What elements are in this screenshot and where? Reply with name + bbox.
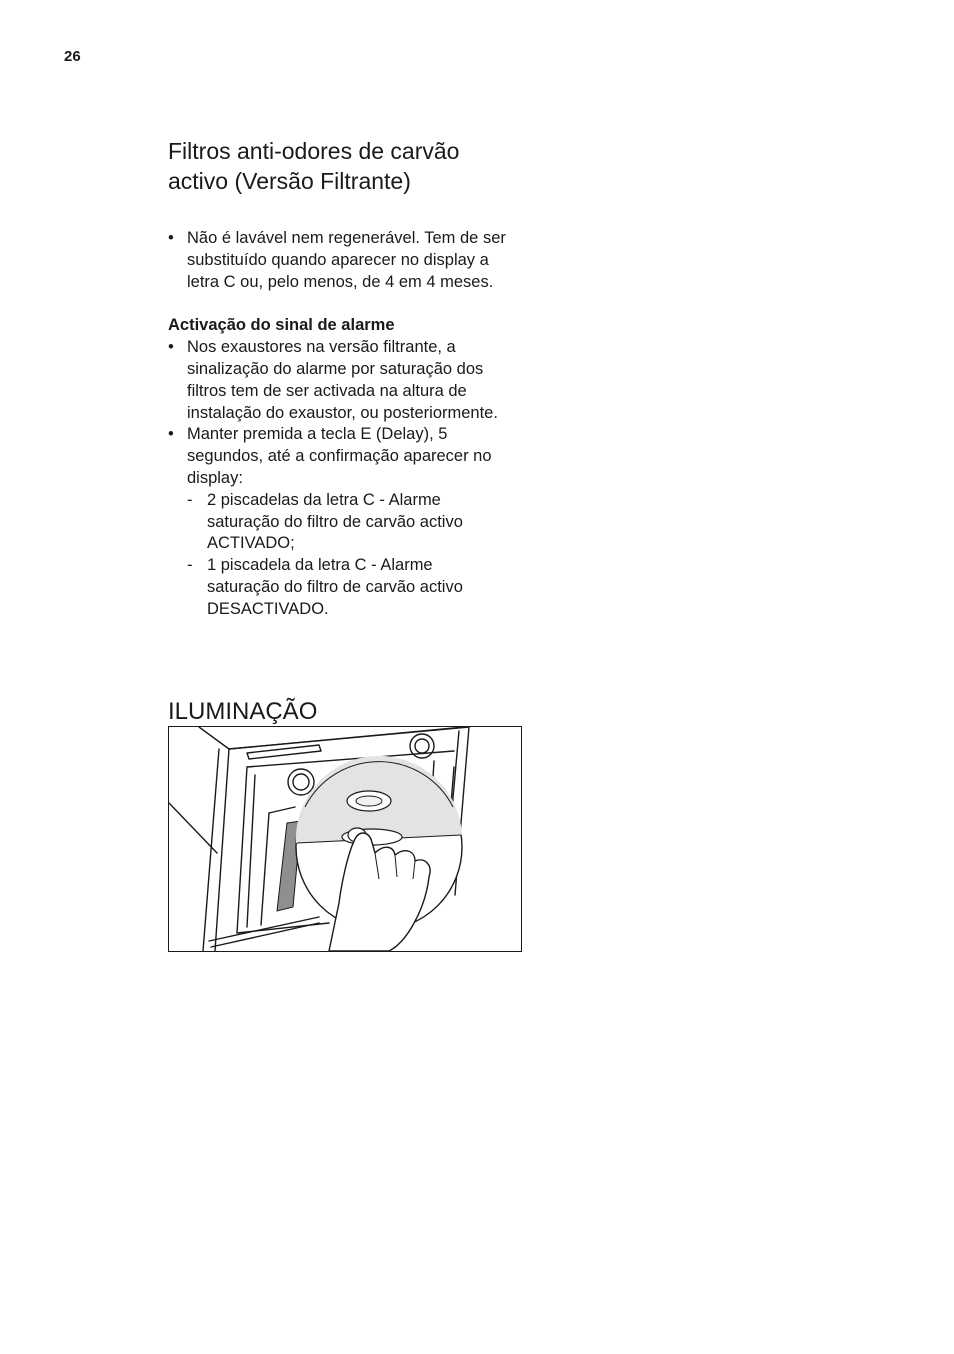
panel-left [237,767,247,933]
list-item [168,424,508,620]
alarm-heading: Activação do sinal de alarme [168,316,395,335]
sub-list-item [187,490,508,555]
filters-title-line-2: activo (Versão Filtrante) [168,168,411,194]
lamp-right-outer [410,734,434,758]
list-item [168,337,508,424]
list-item-text: Manter premida a tecla E (Delay), 5 segundos, até a confirmação aparecer no display: [187,425,492,487]
list-item-text: Não é lavável nem regenerável. Tem de ser substituído quando aparecer no display a letra C ou, pelo menos, de 4 em 4 meses. [187,229,506,291]
lighting-illustration [168,726,522,952]
bullet-marker: • [168,425,174,444]
lamp-left-inner [293,774,309,790]
main-content [168,136,508,621]
wall-line [169,803,217,853]
inner-box-left [261,813,269,925]
filters-title-line-1: Filtros anti-odores de carvão [168,138,460,164]
dash-marker: - [187,556,193,575]
hood-lamp-replacement-drawing [169,727,521,951]
filters-section-title [168,136,508,196]
frame-top-inner [229,727,469,749]
panel-left-inner [247,775,255,927]
hood-top-edge [199,727,464,749]
filters-bullet-list [168,228,508,293]
lamp-left-outer [288,769,314,795]
list-item-text: Nos exaustores na versão filtrante, a sinalização do alarme por saturação dos filtros tem de ser activada na altura de instalação do exaustor, ou posteriormente. [187,338,498,422]
bullet-marker: • [168,338,174,357]
page-number: 26 [64,48,81,65]
frame-bottom-1 [209,917,319,941]
sub-list-item-text: 1 piscadela da letra C - Alarme saturação do filtro de carvão activo DESACTIVADO. [207,556,463,618]
control-strip [247,745,321,759]
sub-list-item [187,555,508,620]
alarm-bullet-list [168,337,508,620]
inner-box-top [269,807,295,813]
lamp-right-inner [415,739,429,753]
bullet-marker: • [168,229,174,247]
frame-bottom-2 [211,923,319,947]
dash-marker: - [187,490,193,509]
list-item [168,228,508,293]
lighting-section-title: ILUMINAÇÃO [168,698,318,725]
alarm-sub-list [187,490,508,621]
sub-list-item-text: 2 piscadelas da letra C - Alarme saturação do filtro de carvão activo ACTIVADO; [207,490,463,553]
